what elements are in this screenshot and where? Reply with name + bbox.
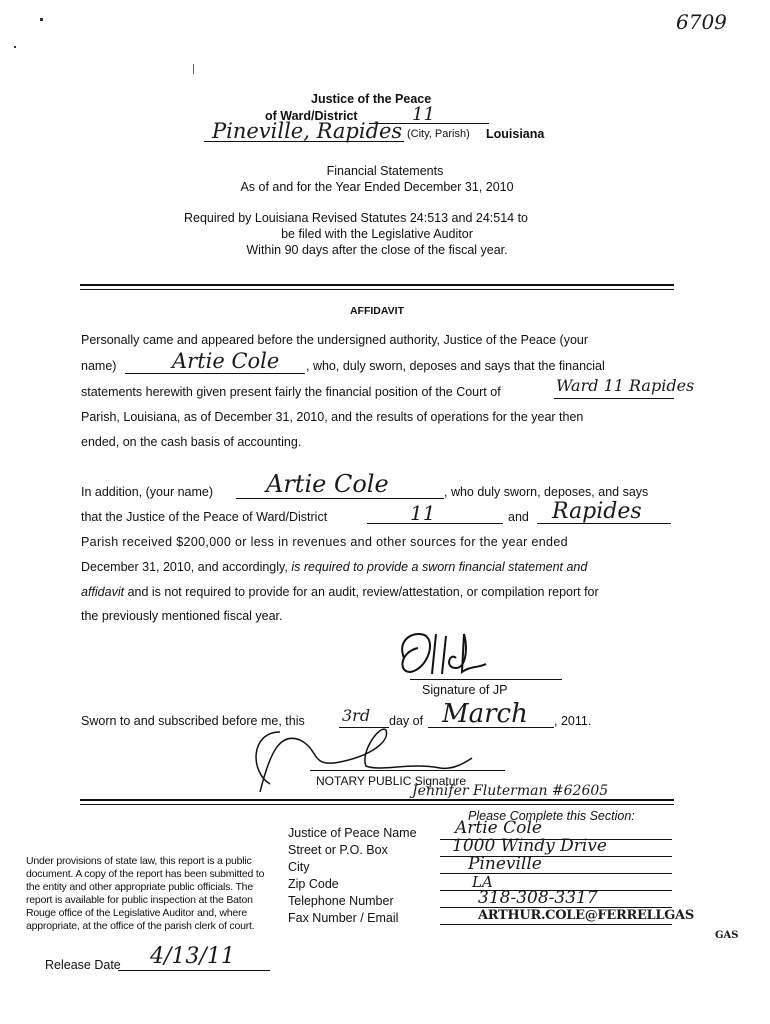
required-line1: Required by Louisiana Revised Statutes 24:513 and 24:514 to [184, 211, 528, 225]
sworn-month-value: March [442, 699, 528, 729]
section-divider-2-thin [80, 804, 674, 805]
p2-name-label: In addition, (your name) [81, 485, 214, 499]
city-parish-value: Pineville, Rapides [212, 119, 403, 143]
p2-parish-value: Rapides [552, 499, 642, 524]
p2-name-line [236, 498, 444, 499]
jp-signature-label: Signature of JP [422, 683, 508, 697]
release-date-label: Release Date [45, 958, 121, 972]
contact-label-phone: Telephone Number [288, 894, 394, 908]
affidavit-p1-line5: ended, on the cash basis of accounting. [81, 435, 302, 449]
contact-value-zip: LA [472, 873, 493, 891]
contact-value-city: Pineville [468, 854, 542, 874]
sworn-text: Sworn to and subscribed before me, this [81, 714, 305, 728]
please-complete: Please Complete this Section: [468, 809, 635, 823]
notary-name-value: Jennifer Fluterman #62605 [412, 783, 609, 799]
affidavit-p1-name-label: name) [81, 359, 117, 373]
affidavit-p2-line4: December 31, 2010, and accordingly, is required to provide a sworn financial statement and [81, 560, 588, 574]
section-divider-thin [80, 289, 674, 290]
notice-line-1: Under provisions of state law, this report is a public [26, 855, 252, 867]
sworn-day-label: day of [389, 714, 424, 728]
contact-value-name: Artie Cole [455, 818, 542, 838]
notice-line-4: report is available for public inspection at the Baton [26, 894, 253, 906]
notice-line-6: appropriate, at the office of the parish clerk of court. [26, 920, 255, 932]
contact-label-zip: Zip Code [288, 877, 339, 891]
release-date-line [118, 970, 270, 971]
release-date-value: 4/13/11 [150, 944, 235, 969]
contact-label-street: Street or P.O. Box [288, 843, 388, 857]
jp-signature-line [410, 679, 562, 680]
affidavit-p1-line3: statements herewith given present fairly the financial position of the Court of [81, 385, 501, 399]
scan-speck [40, 18, 43, 21]
p2-name-value: Artie Cole [266, 470, 389, 498]
contact-label-name: Justice of Peace Name [288, 826, 417, 840]
required-line2: be filed with the Legislative Auditor [281, 227, 473, 241]
affidavit-p2-line6: the previously mentioned fiscal year. [81, 609, 283, 623]
p1-court-line [554, 398, 674, 399]
affidavit-p2-line3: Parish received $200,000 or less in revenues and other sources for the year ended [81, 535, 568, 549]
affidavit-p2-line5: affidavit and is not required to provide for an audit, review/attestation, or compilation report for [81, 585, 599, 599]
notary-signature-line [310, 770, 505, 771]
section-divider-2 [80, 799, 674, 801]
affidavit-p1-line4: Parish, Louisiana, as of December 31, 2010, and the results of operations for the year then [81, 410, 584, 424]
contact-label-fax: Fax Number / Email [288, 911, 399, 925]
subtitle-line1: Financial Statements [326, 164, 444, 178]
affidavit-p1-line1: Personally came and appeared before the undersigned authority, Justice of the Peace (your [81, 333, 589, 347]
notice-line-2: document. A copy of the report has been submitted to [26, 868, 265, 880]
scan-speck [14, 46, 16, 48]
contact-value-extra: GAS [715, 930, 739, 941]
state-label: Louisiana [486, 127, 545, 141]
sworn-day-value: 3rd [342, 706, 371, 725]
p1-name-value: Artie Cole [172, 349, 280, 373]
p2-ward-value: 11 [410, 501, 436, 525]
contact-value-street: 1000 Windy Drive [452, 836, 607, 856]
contact-value-email: ARTHUR.COLE@FERRELLGAS [478, 908, 694, 923]
contact-label-city: City [288, 860, 310, 874]
p2-and: and [508, 510, 529, 524]
contact-value-phone: 318-308-3317 [478, 888, 598, 908]
affidavit-p2-line1: , who duly sworn, deposes, and says [444, 485, 649, 499]
notice-line-5: Rouge office of the Legislative Auditor and, where [26, 907, 247, 919]
notary-label: NOTARY PUBLIC Signature [316, 774, 467, 788]
affidavit-heading: AFFIDAVIT [349, 305, 405, 317]
city-parish-label: (City, Parish) [407, 128, 470, 140]
affidavit-p2-line2: that the Justice of the Peace of Ward/District [81, 510, 328, 524]
jp-signature [396, 628, 506, 678]
ward-value: 11 [412, 104, 435, 125]
header-title: Justice of the Peace [311, 92, 432, 106]
sworn-year: , 2011. [554, 714, 592, 728]
p1-name-line [125, 373, 305, 374]
scan-speck [193, 64, 194, 74]
p1-court-value: Ward 11 Rapides [556, 376, 695, 395]
affidavit-p1-line2: , who, duly sworn, deposes and says that the financial [306, 359, 605, 373]
ward-label: of Ward/District [265, 109, 358, 123]
contact-line-fax [440, 924, 672, 925]
notice-line-3: the entity and other appropriate public officials. The [26, 881, 253, 893]
section-divider [80, 284, 674, 286]
document-number: 6709 [676, 10, 727, 34]
subtitle-line2: As of and for the Year Ended December 31, 2010 [240, 180, 514, 194]
required-line3: Within 90 days after the close of the fiscal year. [246, 243, 508, 257]
